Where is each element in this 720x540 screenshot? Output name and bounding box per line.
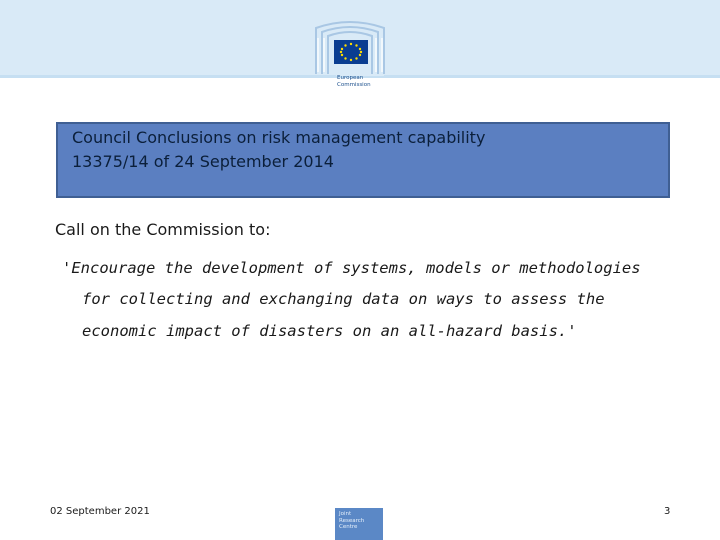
jrc-logo-text: Joint Research Centre <box>339 511 365 530</box>
title-line-2: 13375/14 of 24 September 2014 <box>72 152 334 171</box>
quote-line-3: economic impact of disasters on an all-hazard basis.' <box>82 322 577 340</box>
logo-text-line2: Commission <box>337 81 371 88</box>
page-number: 3 <box>664 506 671 517</box>
call-on-commission-text: Call on the Commission to: <box>55 220 271 239</box>
quote-line-2: for collecting and exchanging data on ways to assess the <box>82 290 605 308</box>
title-line-1: Council Conclusions on risk management capability <box>72 128 486 147</box>
footer-date: 02 September 2021 <box>50 506 150 517</box>
logo-text-line1: European <box>337 75 364 81</box>
european-commission-logo-text <box>337 75 397 88</box>
title-box <box>56 122 670 198</box>
quote-line-1: 'Encourage the development of systems, models or methodologies <box>62 259 641 277</box>
jrc-logo <box>335 508 383 540</box>
